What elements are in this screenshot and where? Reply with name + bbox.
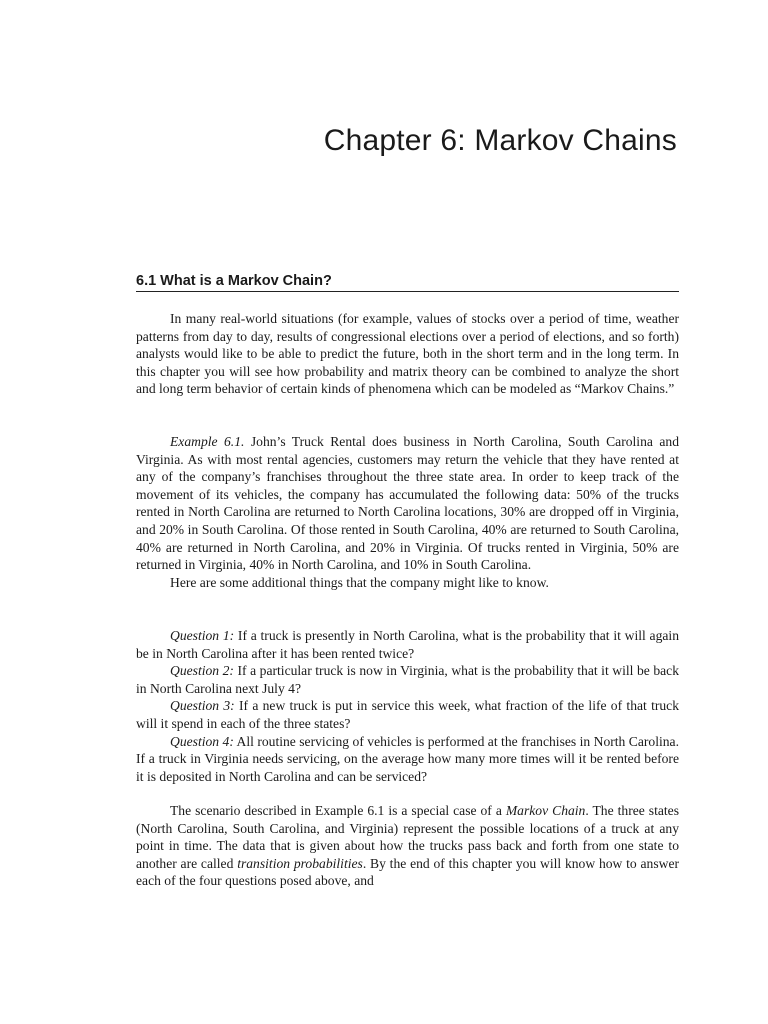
- closing-text-2: . The three states (North Carolina, South Carolina, and Virginia) represent the possible locations of a truck at any point in time. The data that is given about how the trucks pass back and forth from one state to another are called: [136, 803, 679, 871]
- closing-text-1: The scenario described in Example 6.1 is a special case of a: [170, 803, 506, 818]
- question-text: If a truck is presently in North Carolina, what is the probability that it will again be in North Carolina after it has been rented twice?: [136, 628, 679, 661]
- term-transition-probabilities: transition probabilities: [237, 855, 363, 871]
- question-text: If a new truck is put in service this week, what fraction of the life of that truck will it spend in each of the three states?: [136, 698, 680, 731]
- example-text: John’s Truck Rental does business in North Carolina, South Carolina and Virginia. As with most rental agencies, customers may return the vehicle that they have rented at any of the company’s franchises throughout the three state area. In order to keep track of the movement of its vehicles, the company has accumulated the following data: 50% of the trucks rented in North Carolina are returned to North Carolina locations, 30% are dropped off in Virginia, and 20% in South Carolina. Of those rented in South Carolina, 40% are returned to South Carolina, 40% are returned in North Carolina, and 20% in Virginia. Of trucks rented in Virginia, 50% are returned in Virginia, 40% in North Carolina, and 10% in South Carolina.: [136, 434, 679, 573]
- question-item: [136, 627, 679, 662]
- question-item: [136, 697, 679, 732]
- question-item: [136, 662, 679, 697]
- question-label: Question 2:: [170, 663, 234, 679]
- closing-text-3: . By the end of this chapter you will know how to answer each of the four questions posed above, and: [136, 855, 679, 889]
- question-text: If a particular truck is now in Virginia, what is the probability that it will be back in North Carolina next July 4?: [136, 663, 679, 696]
- question-text: All routine servicing of vehicles is performed at the franchises in North Carolina. If a truck in Virginia needs servicing, on the average how many more times will it be rented before it is deposited in North Carolina and can be serviced?: [136, 733, 679, 784]
- section-heading: 6.1 What is a Markov Chain?: [136, 273, 679, 292]
- example-paragraph: [136, 433, 679, 574]
- example-block: [136, 433, 679, 591]
- intro-block: [136, 310, 679, 398]
- closing-paragraph: [136, 802, 679, 890]
- example-label: Example 6.1.: [170, 434, 245, 449]
- chapter-title: Chapter 6: Markov Chains: [323, 124, 677, 157]
- question-label: Question 4:: [170, 733, 234, 749]
- intro-paragraph: In many real-world situations (for example, values of stocks over a period of time, weather patterns from day to day, results of congressional elections over a period of elections, and so forth) analysts would like to be able to predict the future, both in the short term and in the long term. In this chapter you will see how probability and matrix theory can be combined to analyze the short and long term behavior of certain kinds of phenomena which can be modeled as “Markov Chains.”: [136, 311, 679, 397]
- question-label: Question 1:: [170, 628, 235, 643]
- question-label: Question 3:: [170, 698, 235, 714]
- questions-block: [136, 627, 679, 785]
- example-followup: Here are some additional things that the company might like to know.: [170, 574, 549, 590]
- closing-block: [136, 802, 679, 890]
- term-markov-chain: Markov Chain: [505, 803, 586, 818]
- question-item: [136, 733, 679, 786]
